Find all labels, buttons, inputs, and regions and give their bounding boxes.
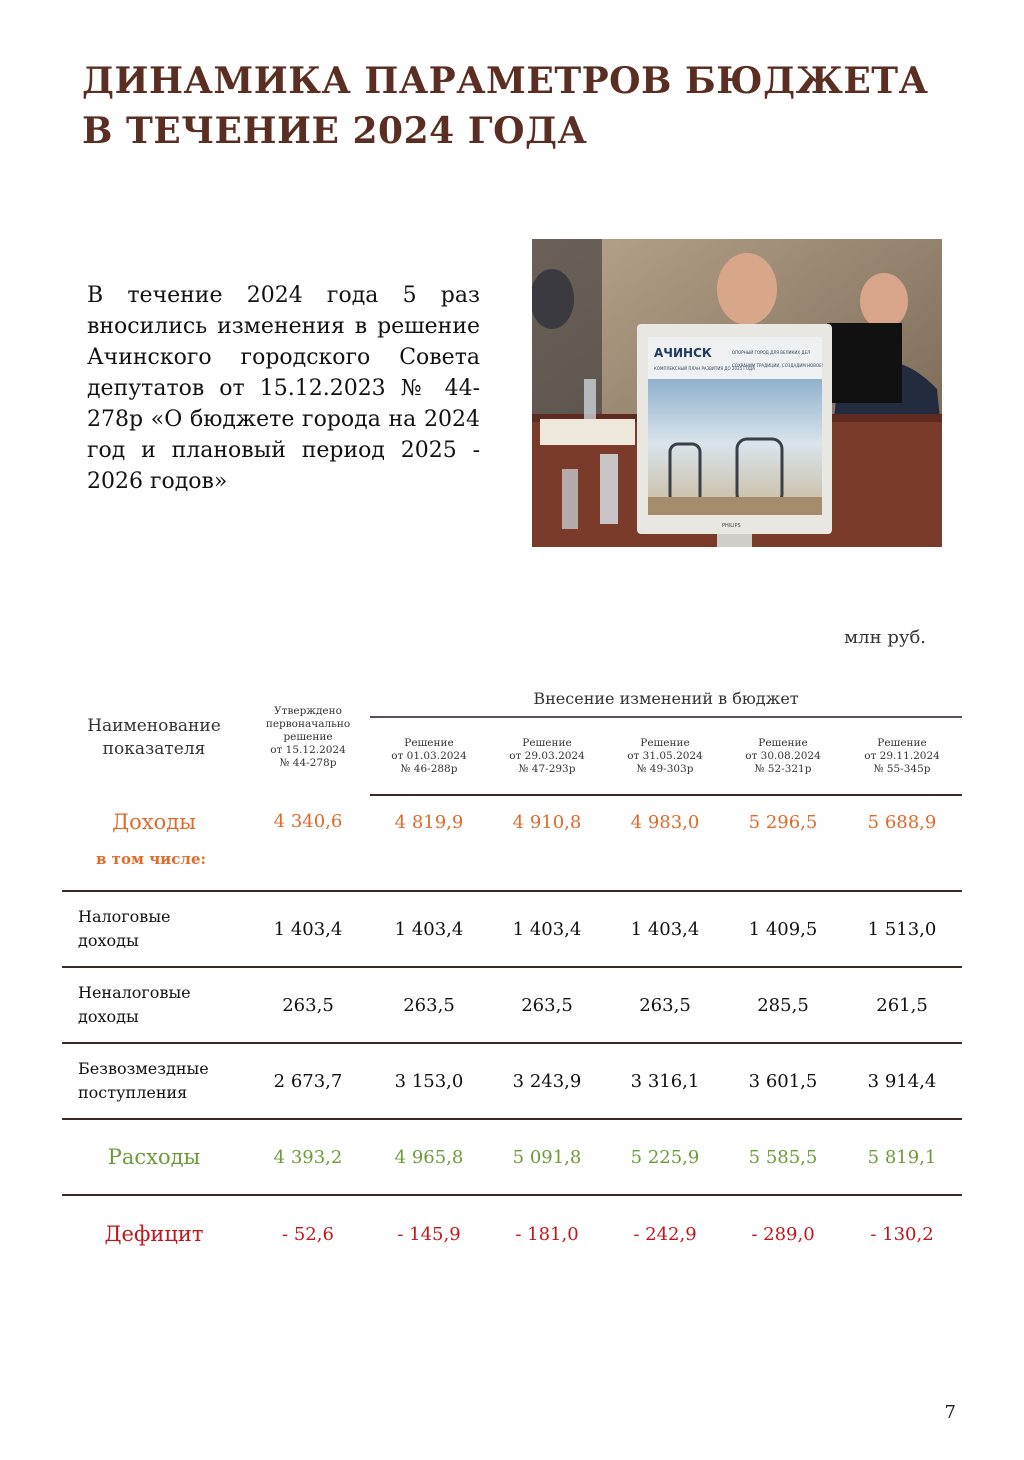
table-cell: 263,5 bbox=[488, 967, 606, 1043]
table-row-non-tax-income bbox=[62, 967, 962, 1043]
units-label: млн руб. bbox=[844, 627, 926, 648]
header-changes-group: Внесение изменений в бюджет bbox=[370, 680, 962, 717]
income-value: 4 340,6 bbox=[273, 811, 343, 832]
page-title bbox=[82, 56, 928, 156]
deficit-label: Дефицит bbox=[104, 1222, 204, 1246]
table-cell: 3 316,1 bbox=[606, 1043, 724, 1119]
table-cell: 1 403,4 bbox=[606, 891, 724, 967]
monitor-screen-subtitle: КОМПЛЕКСНЫЙ ПЛАН РАЗВИТИЯ ДО 2035 ГОДА bbox=[654, 366, 755, 371]
income-label: Доходы bbox=[112, 809, 196, 834]
monitor-screen-title: АЧИНСК bbox=[654, 346, 712, 360]
table-cell: 3 914,4 bbox=[842, 1043, 962, 1119]
deficit-value: - 52,6 bbox=[282, 1223, 334, 1245]
table-cell: 1 403,4 bbox=[488, 891, 606, 967]
table-row-including bbox=[62, 848, 962, 891]
deficit-value: - 289,0 bbox=[751, 1223, 815, 1245]
table-cell: 1 409,5 bbox=[724, 891, 842, 967]
header-decision-4: Решение от 30.08.2024 № 52-321р bbox=[724, 717, 842, 795]
budget-table bbox=[62, 680, 962, 1272]
gratuitous-receipts-label: Безвозмездные поступления bbox=[62, 1043, 246, 1119]
expenses-value: 4 965,8 bbox=[370, 1119, 488, 1195]
income-value: 4 819,9 bbox=[394, 811, 464, 833]
table-row-gratuitous-receipts bbox=[62, 1043, 962, 1119]
table-cell: 3 153,0 bbox=[370, 1043, 488, 1119]
expenses-value: 4 393,2 bbox=[246, 1119, 370, 1195]
tax-income-label: Налоговые доходы bbox=[62, 891, 246, 967]
monitor-screen-right-2: СОХРАНИМ ТРАДИЦИИ, СОЗДАДИМ НОВОЕ! bbox=[732, 363, 824, 368]
deficit-value: - 130,2 bbox=[870, 1223, 934, 1245]
deficit-value: - 181,0 bbox=[515, 1223, 579, 1245]
table-cell: 263,5 bbox=[246, 967, 370, 1043]
monitor-brand: PHILIPS bbox=[722, 523, 741, 529]
table-row-expenses bbox=[62, 1119, 962, 1195]
table-cell: 261,5 bbox=[842, 967, 962, 1043]
table-cell: 1 403,4 bbox=[370, 891, 488, 967]
table-row-income bbox=[62, 795, 962, 848]
header-original-decision: Утверждено первоначально решение от 15.12.2024 № 44-278р bbox=[265, 705, 351, 769]
table-cell: 285,5 bbox=[724, 967, 842, 1043]
income-value: 4 910,8 bbox=[512, 811, 582, 833]
table-cell: 3 243,9 bbox=[488, 1043, 606, 1119]
page-title-line-2: В ТЕЧЕНИЕ 2024 ГОДА bbox=[82, 110, 588, 152]
header-indicator-name: Наименование показателя bbox=[87, 715, 221, 759]
table-cell: 1 403,4 bbox=[246, 891, 370, 967]
expenses-value: 5 819,1 bbox=[842, 1119, 962, 1195]
header-decision-1: Решение от 01.03.2024 № 46-288р bbox=[370, 717, 488, 795]
table-row-deficit bbox=[62, 1195, 962, 1272]
non-tax-income-label: Неналоговые доходы bbox=[62, 967, 246, 1043]
including-label: в том числе: bbox=[62, 848, 962, 891]
table-cell: 1 513,0 bbox=[842, 891, 962, 967]
expenses-value: 5 091,8 bbox=[488, 1119, 606, 1195]
expenses-value: 5 225,9 bbox=[606, 1119, 724, 1195]
table-cell: 263,5 bbox=[370, 967, 488, 1043]
deficit-value: - 145,9 bbox=[397, 1223, 461, 1245]
expenses-value: 5 585,5 bbox=[724, 1119, 842, 1195]
table-cell: 3 601,5 bbox=[724, 1043, 842, 1119]
page-number: 7 bbox=[944, 1402, 956, 1423]
table-row-tax-income bbox=[62, 891, 962, 967]
page-title-line-1: ДИНАМИКА ПАРАМЕТРОВ БЮДЖЕТА bbox=[82, 60, 929, 102]
header-decision-5: Решение от 29.11.2024 № 55-345р bbox=[842, 717, 962, 795]
table-cell: 263,5 bbox=[606, 967, 724, 1043]
expenses-label: Расходы bbox=[62, 1119, 246, 1195]
header-decision-2: Решение от 29.03.2024 № 47-293р bbox=[488, 717, 606, 795]
income-value: 4 983,0 bbox=[630, 811, 700, 833]
deficit-value: - 242,9 bbox=[633, 1223, 697, 1245]
intro-paragraph: В течение 2024 года 5 раз вносились изменения в решение Ачинского городского Совета депутатов от 15.12.2023 № 44-278р «О бюджете города на 2024 год и плановый период 2025 - 2026 годов» bbox=[87, 283, 480, 494]
meeting-photo bbox=[532, 239, 942, 547]
meeting-photo-illustration bbox=[532, 239, 942, 547]
income-value: 5 688,9 bbox=[867, 811, 937, 833]
table-cell: 2 673,7 bbox=[246, 1043, 370, 1119]
monitor-screen-right-1: ОПОРНЫЙ ГОРОД ДЛЯ ВЕЛИКИХ ДЕЛ bbox=[732, 350, 811, 355]
header-decision-3: Решение от 31.05.2024 № 49-303р bbox=[606, 717, 724, 795]
income-value: 5 296,5 bbox=[748, 811, 818, 833]
